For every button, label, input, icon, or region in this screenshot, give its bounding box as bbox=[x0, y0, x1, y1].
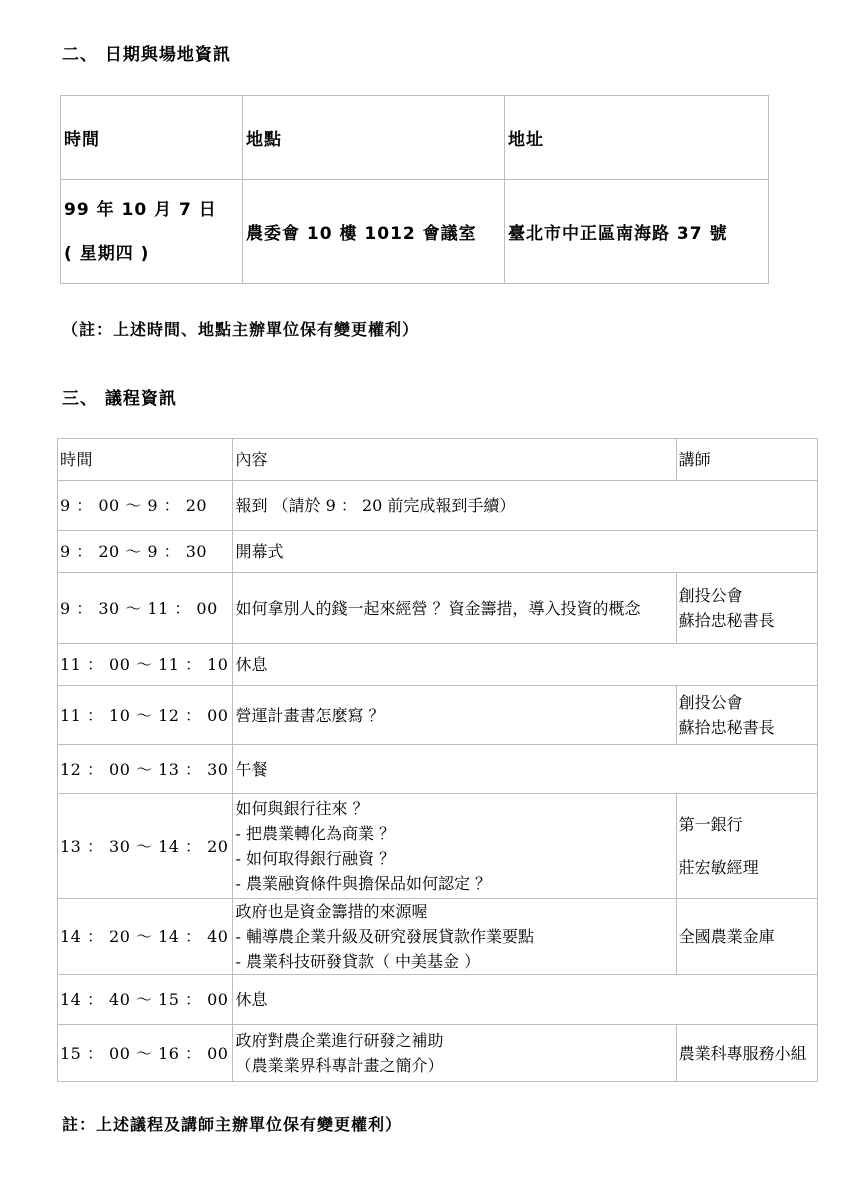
agenda-time: 11 ： 10 ～ 12 ： 00 bbox=[58, 686, 233, 745]
agenda-row bbox=[58, 573, 818, 644]
agenda-speaker bbox=[676, 899, 817, 975]
agenda-content bbox=[233, 1025, 676, 1082]
venue-weekday: ( 星期四 ) bbox=[64, 243, 150, 264]
agenda-content bbox=[233, 745, 818, 794]
agenda-content bbox=[233, 573, 676, 644]
agenda-time: 9 ： 30 ～ 11 ： 00 bbox=[58, 573, 233, 644]
agenda-header-speaker: 講師 bbox=[676, 439, 817, 481]
agenda-content-line: 報到 （請於 9 ： 20 前完成報到手續） bbox=[235, 496, 516, 515]
agenda-row bbox=[58, 1025, 818, 1082]
agenda-speaker bbox=[676, 1025, 817, 1082]
agenda-content bbox=[233, 644, 818, 686]
agenda-speaker-line: 第一銀行 bbox=[678, 815, 743, 834]
agenda-content-line: - 農業科技研發貸款（ 中美基金 ） bbox=[235, 952, 481, 971]
agenda-content-line: 休息 bbox=[235, 655, 268, 674]
venue-address: 臺北市中正區南海路 37 號 bbox=[505, 180, 769, 284]
agenda-time: 9 ： 00 ～ 9 ： 20 bbox=[58, 481, 233, 531]
agenda-time: 14 ： 20 ～ 14 ： 40 bbox=[58, 899, 233, 975]
agenda-content-line: 營運計畫書怎麼寫 ？ bbox=[235, 705, 385, 725]
venue-date-cell bbox=[61, 180, 243, 284]
agenda-row bbox=[58, 644, 818, 686]
agenda-row bbox=[58, 531, 818, 573]
agenda-content-line: 政府也是資金籌措的來源喔 bbox=[235, 902, 428, 921]
venue-date: 99 年 10 月 7 日 bbox=[64, 199, 217, 220]
agenda-time: 11 ： 00 ～ 11 ： 10 bbox=[58, 644, 233, 686]
agenda-speaker bbox=[676, 794, 817, 899]
agenda-content-line: 如何與銀行往來 ？ bbox=[235, 799, 369, 818]
agenda-time: 13 ： 30 ～ 14 ： 20 bbox=[58, 794, 233, 899]
section-3-heading: 三、 議程資訊 bbox=[62, 389, 177, 409]
agenda-content-line: - 如何取得銀行融資 ？ bbox=[235, 849, 396, 868]
speaker-spacer bbox=[679, 837, 815, 855]
agenda-speaker bbox=[676, 573, 817, 644]
agenda-speaker-line: 創投公會 bbox=[678, 586, 743, 605]
agenda-table bbox=[57, 438, 818, 1082]
section-2-note: （註：上述時間、地點主辦單位保有變更權利） bbox=[62, 320, 420, 339]
agenda-content-line: 政府對農企業進行研發之補助 bbox=[235, 1031, 444, 1050]
agenda-speaker-line: 農業科專服務小組 bbox=[678, 1043, 807, 1063]
agenda-speaker-line: 全國農業金庫 bbox=[678, 927, 775, 946]
venue-header-time: 時間 bbox=[61, 96, 243, 180]
agenda-time: 15 ： 00 ～ 16 ： 00 bbox=[58, 1025, 233, 1082]
agenda-time: 12 ： 00 ～ 13 ： 30 bbox=[58, 745, 233, 794]
venue-table bbox=[60, 95, 769, 284]
agenda-content-line: 開幕式 bbox=[235, 542, 284, 561]
agenda-content bbox=[233, 975, 818, 1025]
agenda-header-time: 時間 bbox=[58, 439, 233, 481]
agenda-row bbox=[58, 686, 818, 745]
agenda-speaker-line: 創投公會 bbox=[678, 693, 743, 712]
venue-header-row bbox=[61, 96, 769, 180]
venue-row bbox=[61, 180, 769, 284]
venue-header-address: 地址 bbox=[505, 96, 769, 180]
agenda-content-line: - 輔導農企業升級及研究發展貸款作業要點 bbox=[235, 927, 534, 946]
agenda-content-line: 休息 bbox=[235, 990, 268, 1009]
agenda-row bbox=[58, 481, 818, 531]
section-3-note: 註：上述議程及講師主辦單位保有變更權利） bbox=[62, 1115, 403, 1134]
agenda-speaker bbox=[676, 686, 817, 745]
agenda-content bbox=[233, 794, 676, 899]
agenda-content-line: - 把農業轉化為商業 ？ bbox=[235, 824, 396, 843]
agenda-row bbox=[58, 899, 818, 975]
agenda-row bbox=[58, 794, 818, 899]
agenda-header-content: 內容 bbox=[233, 439, 676, 481]
agenda-content-line: - 農業融資條件與擔保品如何認定 ？ bbox=[235, 874, 492, 893]
venue-header-place: 地點 bbox=[243, 96, 505, 180]
agenda-content bbox=[233, 481, 818, 531]
agenda-speaker-line: 蘇拾忠秘書長 bbox=[678, 718, 775, 737]
agenda-content-line: （農業業界科專計畫之簡介） bbox=[235, 1056, 444, 1075]
agenda-content-line: 如何拿別人的錢一起來經營 ？資金籌措，導入投資的概念 bbox=[235, 598, 641, 618]
agenda-speaker-line: 莊宏敏經理 bbox=[678, 858, 759, 877]
agenda-content bbox=[233, 899, 676, 975]
agenda-speaker-line: 蘇拾忠秘書長 bbox=[678, 611, 775, 630]
agenda-content-line: 午餐 bbox=[235, 759, 268, 779]
agenda-content bbox=[233, 531, 818, 573]
agenda-time: 9 ： 20 ～ 9 ： 30 bbox=[58, 531, 233, 573]
venue-place: 農委會 10 樓 1012 會議室 bbox=[243, 180, 505, 284]
agenda-header-row bbox=[58, 439, 818, 481]
section-2-heading: 二、 日期與場地資訊 bbox=[62, 45, 231, 65]
agenda-row bbox=[58, 975, 818, 1025]
agenda-content bbox=[233, 686, 676, 745]
agenda-time: 14 ： 40 ～ 15 ： 00 bbox=[58, 975, 233, 1025]
agenda-row bbox=[58, 745, 818, 794]
